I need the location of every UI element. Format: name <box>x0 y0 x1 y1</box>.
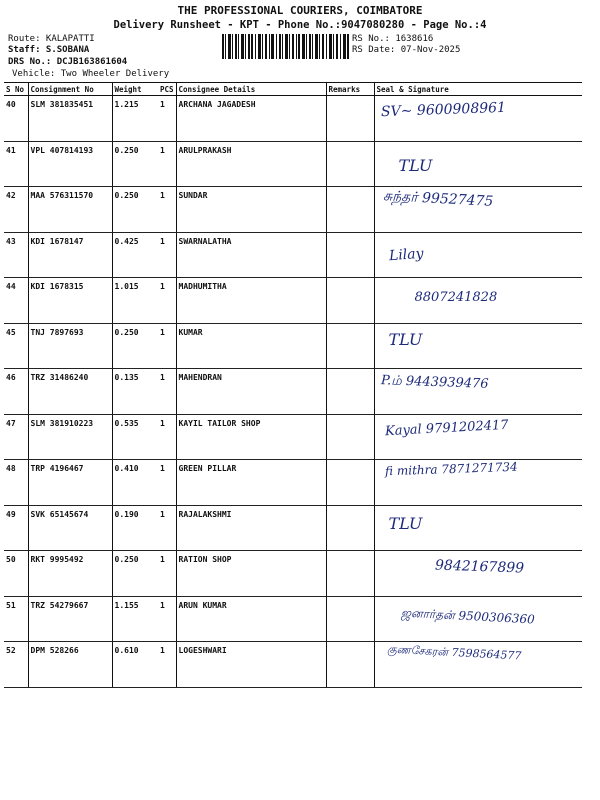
row-sno: 50 <box>4 551 28 597</box>
company-title: THE PROFESSIONAL COURIERS, COIMBATORE <box>177 4 423 17</box>
handwritten-signature: SV~ 9600908961 <box>380 99 506 121</box>
row-consignment: RKT 9995492 <box>28 551 112 597</box>
col-consignee: Consignee Details <box>176 83 326 96</box>
vehicle-label: Vehicle: Two Wheeler Delivery <box>12 69 170 79</box>
row-remarks <box>326 460 374 506</box>
rs-date: RS Date: 07-Nov-2025 <box>352 45 461 55</box>
handwritten-signature: Lilay <box>387 245 424 264</box>
row-consignment: VPL 407814193 <box>28 141 112 187</box>
row-seal-signature <box>374 323 582 369</box>
handwritten-signature: சுந்தர் 99527475 <box>382 188 494 210</box>
row-consignment: TRZ 54279667 <box>28 596 112 642</box>
row-consignee: LOGESHWARI <box>176 642 326 688</box>
row-weight: 0.610 <box>112 642 158 688</box>
row-remarks <box>326 232 374 278</box>
col-consignment: Consignment No <box>28 83 112 96</box>
row-weight: 1.215 <box>112 96 158 142</box>
handwritten-signature: 8807241828 <box>414 290 498 305</box>
row-weight: 0.135 <box>112 369 158 415</box>
col-pcs: PCS <box>158 83 176 96</box>
row-pcs: 1 <box>158 187 176 233</box>
row-pcs: 1 <box>158 278 176 324</box>
row-sno: 43 <box>4 232 28 278</box>
row-seal-signature <box>374 551 582 597</box>
row-weight: 1.155 <box>112 596 158 642</box>
row-sno: 47 <box>4 414 28 460</box>
col-sno: S No <box>4 83 28 96</box>
row-pcs: 1 <box>158 323 176 369</box>
row-consignment: TRZ 31486240 <box>28 369 112 415</box>
row-consignment: TNJ 7897693 <box>28 323 112 369</box>
row-remarks <box>326 141 374 187</box>
barcode-graphic <box>222 34 350 59</box>
row-remarks <box>326 414 374 460</box>
row-remarks <box>326 551 374 597</box>
row-remarks <box>326 187 374 233</box>
row-remarks <box>326 96 374 142</box>
row-sno: 48 <box>4 460 28 506</box>
row-weight: 0.250 <box>112 141 158 187</box>
row-weight: 0.425 <box>112 232 158 278</box>
row-consignment: SLM 381835451 <box>28 96 112 142</box>
row-consignee: ARUN KUMAR <box>176 596 326 642</box>
row-sno: 41 <box>4 141 28 187</box>
handwritten-signature: Kayal 9791202417 <box>384 417 509 439</box>
table-row <box>4 232 582 278</box>
row-consignment: KDI 1678315 <box>28 278 112 324</box>
row-consignee: KUMAR <box>176 323 326 369</box>
table-header-row <box>4 83 582 96</box>
row-seal-signature <box>374 96 582 142</box>
row-consignee: RAJALAKSHMI <box>176 505 326 551</box>
route-label: Route: KALAPATTI <box>8 34 95 44</box>
row-pcs: 1 <box>158 505 176 551</box>
handwritten-signature: TLU <box>388 513 423 533</box>
row-consignee: KAYIL TAILOR SHOP <box>176 414 326 460</box>
handwritten-signature: 9842167899 <box>434 557 524 577</box>
handwritten-signature: குணசேகரன் 7598564577 <box>386 642 522 663</box>
table-row <box>4 323 582 369</box>
row-sno: 46 <box>4 369 28 415</box>
row-pcs: 1 <box>158 596 176 642</box>
row-sno: 51 <box>4 596 28 642</box>
row-seal-signature <box>374 369 582 415</box>
runsheet-heading: Delivery Runsheet - KPT - Phone No.:9047080280 - Page No.:4 <box>113 19 487 31</box>
row-pcs: 1 <box>158 141 176 187</box>
row-consignment: KDI 1678147 <box>28 232 112 278</box>
runsheet-table <box>4 82 582 688</box>
row-seal-signature <box>374 460 582 506</box>
staff-label: Staff: S.SOBANA <box>8 45 90 55</box>
table-row <box>4 278 582 324</box>
row-consignment: SVK 65145674 <box>28 505 112 551</box>
row-seal-signature <box>374 505 582 551</box>
row-remarks <box>326 505 374 551</box>
row-sno: 42 <box>4 187 28 233</box>
row-remarks <box>326 596 374 642</box>
row-sno: 40 <box>4 96 28 142</box>
handwritten-signature: TLU <box>398 155 433 175</box>
row-seal-signature <box>374 278 582 324</box>
rs-number: RS No.: 1638616 <box>352 34 434 44</box>
table-row <box>4 460 582 506</box>
col-remarks: Remarks <box>326 83 374 96</box>
table-row <box>4 369 582 415</box>
table-body <box>4 96 582 688</box>
row-seal-signature <box>374 232 582 278</box>
row-seal-signature <box>374 642 582 688</box>
row-consignment: SLM 381910223 <box>28 414 112 460</box>
row-pcs: 1 <box>158 460 176 506</box>
row-weight: 0.190 <box>112 505 158 551</box>
row-remarks <box>326 642 374 688</box>
row-seal-signature <box>374 414 582 460</box>
row-consignment: TRP 4196467 <box>28 460 112 506</box>
table-row <box>4 96 582 142</box>
row-sno: 44 <box>4 278 28 324</box>
row-weight: 0.410 <box>112 460 158 506</box>
row-consignee: ARULPRAKASH <box>176 141 326 187</box>
row-consignee: MAHENDRAN <box>176 369 326 415</box>
row-weight: 0.535 <box>112 414 158 460</box>
table-row <box>4 642 582 688</box>
col-seal-signature: Seal & Signature <box>374 83 582 96</box>
row-seal-signature <box>374 596 582 642</box>
row-pcs: 1 <box>158 369 176 415</box>
handwritten-signature: fi mithra 7871271734 <box>384 459 518 479</box>
row-pcs: 1 <box>158 96 176 142</box>
row-consignee: GREEN PILLAR <box>176 460 326 506</box>
row-consignee: SWARNALATHA <box>176 232 326 278</box>
table-row <box>4 141 582 187</box>
row-sno: 52 <box>4 642 28 688</box>
table-row <box>4 551 582 597</box>
table-row <box>4 505 582 551</box>
row-pcs: 1 <box>158 642 176 688</box>
row-weight: 0.250 <box>112 551 158 597</box>
row-pcs: 1 <box>158 414 176 460</box>
row-seal-signature <box>374 187 582 233</box>
table-row <box>4 187 582 233</box>
drs-label: DRS No.: DCJB163861604 <box>8 57 128 67</box>
row-remarks <box>326 369 374 415</box>
table-row <box>4 596 582 642</box>
handwritten-signature: TLU <box>388 329 423 349</box>
row-pcs: 1 <box>158 232 176 278</box>
row-weight: 0.250 <box>112 323 158 369</box>
row-consignment: MAA 576311570 <box>28 187 112 233</box>
row-remarks <box>326 278 374 324</box>
row-consignment: DPM 528266 <box>28 642 112 688</box>
row-pcs: 1 <box>158 551 176 597</box>
row-consignee: MADHUMITHA <box>176 278 326 324</box>
row-weight: 0.250 <box>112 187 158 233</box>
row-seal-signature <box>374 141 582 187</box>
row-sno: 45 <box>4 323 28 369</box>
col-weight: Weight <box>112 83 158 96</box>
row-consignee: SUNDAR <box>176 187 326 233</box>
row-consignee: RATION SHOP <box>176 551 326 597</box>
row-sno: 49 <box>4 505 28 551</box>
table-row <box>4 414 582 460</box>
handwritten-signature: P.ம் 9443939476 <box>380 373 489 392</box>
row-consignee: ARCHANA JAGADESH <box>176 96 326 142</box>
row-remarks <box>326 323 374 369</box>
row-weight: 1.015 <box>112 278 158 324</box>
handwritten-signature: ஜனார்தன் 9500306360 <box>400 605 535 626</box>
